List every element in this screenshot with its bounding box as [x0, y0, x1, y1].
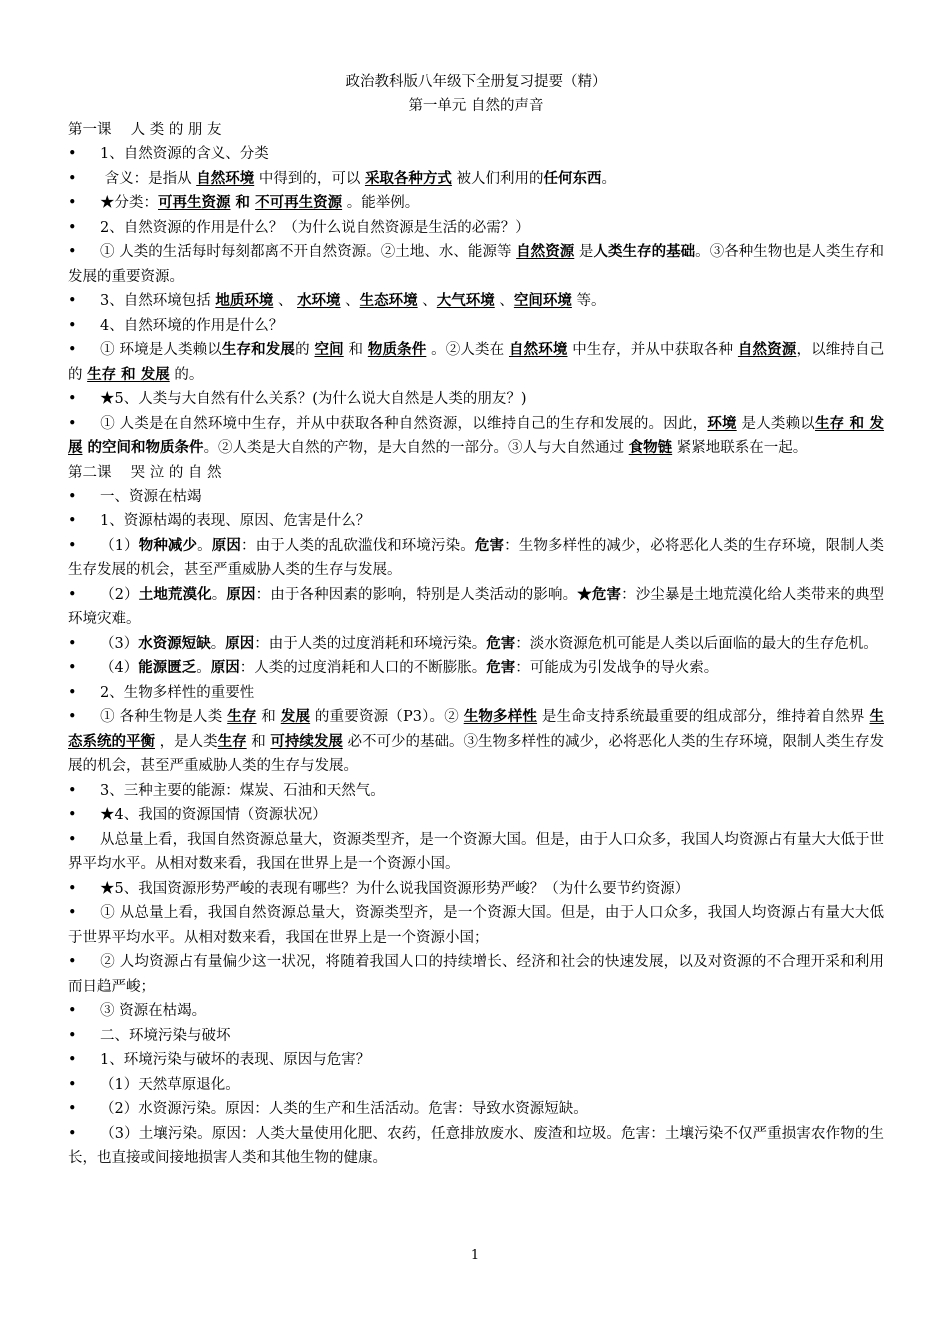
text-run: ① 从总量上看，我国自然资源总量大，资源类型齐，是一个资源大国。但是，由于人口众多，我国人均资源占有量大大低于世界平均水平。从相对数来看，我国在世界上是一个资源小国； — [68, 905, 884, 946]
text-run: 必不可少的基础。③生物多样性的减少，必将恶化人类的生存环境，限制人类生存发展的机会，甚至严重威胁人类的生存与发展。 — [68, 733, 885, 774]
text-run: 一、资源在枯竭 — [100, 488, 202, 505]
bullet-paragraph — [68, 656, 884, 681]
key-term: 生物多样性 — [463, 708, 538, 725]
bullet-marker: • — [68, 219, 77, 236]
bold-text: 危害 — [486, 634, 516, 652]
bullet-paragraph — [68, 828, 884, 877]
bullet-marker: • — [68, 513, 77, 529]
bold-text: 原因 — [210, 659, 240, 676]
text-run: （3）土壤污染。原因：人类大量使用化肥、农药，任意排放废水、废渣和垃圾。危害：土壤污染不仅严重损害农作物的生长，也直接或间接地损害人类和其他生物的健康。 — [68, 1125, 884, 1166]
bold-text: 物种减少 — [138, 536, 198, 554]
bold-text: 生存和发展 — [221, 341, 296, 358]
bold-text: 人类生存的基础 — [593, 243, 696, 260]
text-run: 1、自然资源的含义、分类 — [100, 146, 269, 162]
text-run: ：沙尘暴是土地荒漠化给人类带来的典型环境灾难。 — [68, 586, 885, 627]
bullet-paragraph — [68, 705, 884, 779]
page-number: 1 — [470, 1248, 480, 1263]
bold-text: 的空间和物质条件 — [82, 439, 204, 456]
bullet-paragraph — [68, 314, 884, 339]
lesson-heading-2: 第二课 哭 泣 的 自 然 — [68, 464, 222, 481]
bullet-marker: • — [68, 1027, 77, 1044]
text-run: ：生物多样性的减少，必将恶化人类的生存环境，限制人类生存发展的机会，甚至严重威胁人类的生存与发展。 — [68, 537, 885, 578]
key-term: 自然资源 — [516, 243, 575, 260]
text-run: 。 — [601, 170, 617, 187]
bullet-marker: • — [68, 170, 77, 187]
bullet-paragraph — [68, 1024, 884, 1049]
text-run: 。②人类是大自然的产物，是大自然的一部分。③人与大自然通过 — [203, 440, 629, 456]
bullet-paragraph — [68, 1073, 884, 1098]
bold-text: 危害 — [474, 536, 505, 554]
text-run: ，是人类 — [155, 733, 218, 750]
text-run: 。③各种生物也是人类生存和发展的重要资源。 — [68, 244, 885, 285]
bullet-paragraph — [68, 191, 884, 216]
key-term: 生存 和 发展 — [68, 414, 885, 456]
bullet-paragraph — [68, 950, 884, 999]
text-run: 等。 — [571, 293, 606, 309]
bold-text: 能源匮乏 — [138, 659, 197, 676]
text-run: 、 — [494, 293, 514, 309]
text-run: 的 — [295, 342, 315, 358]
bullet-paragraph — [68, 583, 884, 632]
text-run: 。能举例。 — [342, 195, 420, 211]
text-run: 的重要资源（P3）。② — [310, 709, 464, 725]
key-term: 大气环境 — [436, 292, 495, 309]
key-term: 生存 — [227, 708, 257, 725]
text-run: 从总量上看，我国自然资源总量大，资源类型齐，是一个资源大国。但是，由于人口众多，我国人均资源占有量大大低于世界平均水平。从相对数来看，我国在世界上是一个资源小国。 — [68, 831, 884, 872]
text-run: 和 — [246, 733, 271, 750]
bullet-paragraph — [68, 534, 884, 583]
bullet-paragraph — [68, 877, 884, 902]
bullet-paragraph — [68, 142, 884, 167]
key-term: 生态系统的平衡 — [68, 708, 885, 750]
bullet-paragraph — [68, 999, 884, 1024]
text-run: （1）天然草原退化。 — [100, 1076, 240, 1093]
bullet-paragraph — [68, 387, 884, 412]
bullet-marker: • — [68, 1003, 77, 1019]
text-run: ★5、人类与大自然有什么关系？(为什么说大自然是人类的朋友？) — [100, 391, 527, 407]
bullet-paragraph — [68, 803, 884, 828]
bullet-marker: • — [68, 831, 77, 848]
key-term: 生存 — [217, 732, 247, 750]
bullet-marker: • — [68, 317, 77, 334]
bullet-marker: • — [68, 954, 77, 970]
bold-text: ★危害 — [577, 585, 622, 603]
text-run: （2） — [100, 586, 139, 603]
text-run: ② 人均资源占有量偏少这一状况，将随着我国人口的持续增长、经济和社会的快速发展，以及对资源的不合理开采和利用而日趋严峻； — [68, 954, 884, 995]
bold-text: 和 — [230, 194, 256, 211]
text-run: 4、自然环境的作用是什么？ — [100, 317, 284, 334]
bold-text: 任何东西 — [543, 169, 602, 187]
bullet-paragraph — [68, 632, 884, 657]
text-run: ★分类： — [100, 195, 158, 211]
text-run: ① 人类的生活每时每刻都离不开自然资源。②土地、水、能源等 — [100, 244, 517, 260]
text-run: 1、环境污染与破坏的表现、原因与危害？ — [100, 1052, 371, 1068]
text-run: ：由于各种因素的影响，特别是人类活动的影响。 — [255, 586, 578, 603]
text-run: 2、生物多样性的重要性 — [100, 684, 255, 701]
bullet-marker: • — [68, 880, 77, 897]
key-term: 采取各种方式 — [364, 169, 452, 187]
text-run: 中得到的，可以 — [254, 170, 365, 187]
bold-text: 原因 — [211, 536, 242, 554]
text-run: 的。 — [169, 366, 204, 383]
text-run: （2）水资源污染。原因：人类的生产和生活活动。危害：导致水资源短缺。 — [100, 1101, 588, 1117]
key-term: 生态环境 — [359, 292, 418, 309]
bullet-paragraph — [68, 167, 884, 192]
text-run: ：由于人类的过度消耗和环境污染。 — [254, 635, 487, 652]
text-run: 。 — [196, 660, 211, 676]
bold-text: 水资源短缺 — [138, 634, 211, 652]
text-run: 1、资源枯竭的表现、原因、危害是什么？ — [100, 513, 371, 529]
text-run: ：可能成为引发战争的导火索。 — [515, 660, 719, 676]
text-run: 、 — [340, 293, 360, 309]
text-run: 是 — [574, 244, 594, 260]
bullet-marker: • — [68, 293, 77, 309]
text-run: ① 各种生物是人类 — [100, 709, 228, 725]
text-run: ① 环境是人类赖以 — [100, 342, 222, 358]
bullet-marker: • — [68, 684, 77, 701]
bullet-marker: • — [68, 1125, 77, 1142]
text-run: 。②人类在 — [426, 342, 509, 358]
text-run: 被人们利用的 — [451, 170, 544, 187]
text-run: ③ 资源在枯竭。 — [100, 1003, 207, 1019]
text-run: 。 — [211, 586, 227, 603]
text-run: ★4、我国的资源国情（资源状况） — [100, 807, 327, 823]
bullet-marker: • — [68, 1076, 77, 1093]
text-run: 是人类赖以 — [736, 415, 815, 432]
bullet-marker: • — [68, 660, 77, 676]
bullet-paragraph — [68, 289, 884, 314]
document-body — [68, 142, 884, 1171]
text-run: （3） — [100, 635, 139, 652]
text-run: ：由于人类的乱砍滥伐和环境污染。 — [241, 537, 475, 554]
bullet-marker: • — [68, 1052, 77, 1068]
text-run: ★5、我国资源形势严峻的表现有哪些？为什么说我国资源形势严峻？（为什么要节约资源） — [100, 880, 690, 897]
text-run: 3、自然环境包括 — [100, 293, 216, 309]
text-run: ① 人类是在自然环境中生存，并从中获取各种自然资源，以维持自己的生存和发展的。因此， — [100, 415, 708, 432]
bullet-paragraph — [68, 1097, 884, 1122]
bullet-paragraph — [68, 240, 884, 289]
text-run: 。 — [197, 537, 212, 554]
bullet-marker: • — [68, 709, 77, 725]
bullet-marker: • — [68, 391, 77, 407]
bullet-marker: • — [68, 905, 77, 921]
text-run: 。 — [210, 635, 226, 652]
bullet-paragraph — [68, 412, 884, 461]
text-run: ，以维持自己的 — [68, 342, 885, 383]
text-run: ：淡水资源危机可能是人类以后面临的最大的生存危机。 — [515, 635, 878, 652]
key-term: 环境 — [707, 414, 737, 432]
key-term: 水环境 — [297, 292, 341, 309]
bullet-paragraph — [68, 1048, 884, 1073]
unit-title: 第一单元 自然的声音 — [408, 98, 544, 114]
text-run: （1） — [100, 537, 139, 554]
bullet-marker: • — [68, 635, 77, 652]
bold-text: 危害 — [486, 659, 516, 676]
text-run: 和 — [343, 342, 368, 358]
bullet-paragraph — [68, 509, 884, 534]
bullet-paragraph — [68, 1122, 884, 1171]
bullet-paragraph — [68, 779, 884, 804]
text-run: 是生命支持系统最重要的组成部分，维持着自然界 — [537, 709, 870, 725]
key-term: 可持续发展 — [270, 732, 343, 750]
bold-text: 原因 — [226, 585, 256, 603]
text-run: 中生存，并从中获取各种 — [567, 342, 738, 358]
bullet-paragraph — [68, 901, 884, 950]
key-term: 自然环境 — [196, 169, 255, 187]
bold-text: 土地荒漠化 — [138, 585, 212, 603]
bullet-marker: • — [68, 244, 77, 260]
text-run: 紧紧地联系在一起。 — [672, 440, 808, 456]
key-term: 空间 — [314, 341, 344, 358]
bullet-marker: • — [68, 807, 77, 823]
key-term: 空间环境 — [513, 292, 572, 309]
text-run: 、 — [273, 293, 298, 309]
text-run: 二、环境污染与破坏 — [100, 1027, 231, 1044]
text-run: 含义：是指从 — [100, 170, 197, 187]
key-term: 生存 和 发展 — [87, 365, 170, 383]
key-term: 不可再生资源 — [255, 194, 343, 211]
bullet-paragraph — [68, 485, 884, 510]
text-run: ：人类的过度消耗和人口的不断膨胀。 — [239, 660, 487, 676]
key-term: 地质环境 — [215, 292, 274, 309]
bullet-marker: • — [68, 146, 77, 162]
bullet-paragraph — [68, 338, 884, 387]
bullet-marker: • — [68, 782, 77, 799]
text-run: （4） — [100, 660, 139, 676]
key-term: 自然环境 — [508, 341, 568, 358]
key-term: 可再生资源 — [158, 194, 231, 211]
bullet-marker: • — [68, 586, 77, 603]
bullet-marker: • — [68, 342, 77, 358]
key-term: 物质条件 — [367, 341, 427, 358]
key-term: 自然资源 — [737, 341, 797, 358]
text-run: 3、三种主要的能源：煤炭、石油和天然气。 — [100, 782, 385, 799]
key-term: 食物链 — [628, 439, 673, 456]
bullet-marker: • — [68, 537, 77, 554]
bullet-marker: • — [68, 1101, 77, 1117]
bullet-paragraph — [68, 681, 884, 706]
bullet-marker: • — [68, 488, 77, 505]
document-title: 政治教科版八年级下全册复习提要（精） — [345, 74, 607, 90]
text-run: 2、自然资源的作用是什么？（为什么说自然资源是生活的必需？） — [100, 219, 530, 236]
bullet-paragraph — [68, 216, 884, 241]
text-run: 和 — [256, 709, 281, 725]
bullet-marker: • — [68, 195, 77, 211]
lesson-heading-1: 第一课 人 类 的 朋 友 — [68, 122, 222, 138]
text-run: 、 — [417, 293, 437, 309]
bullet-marker: • — [68, 415, 77, 432]
key-term: 发展 — [280, 708, 311, 725]
bold-text: 原因 — [225, 634, 255, 652]
